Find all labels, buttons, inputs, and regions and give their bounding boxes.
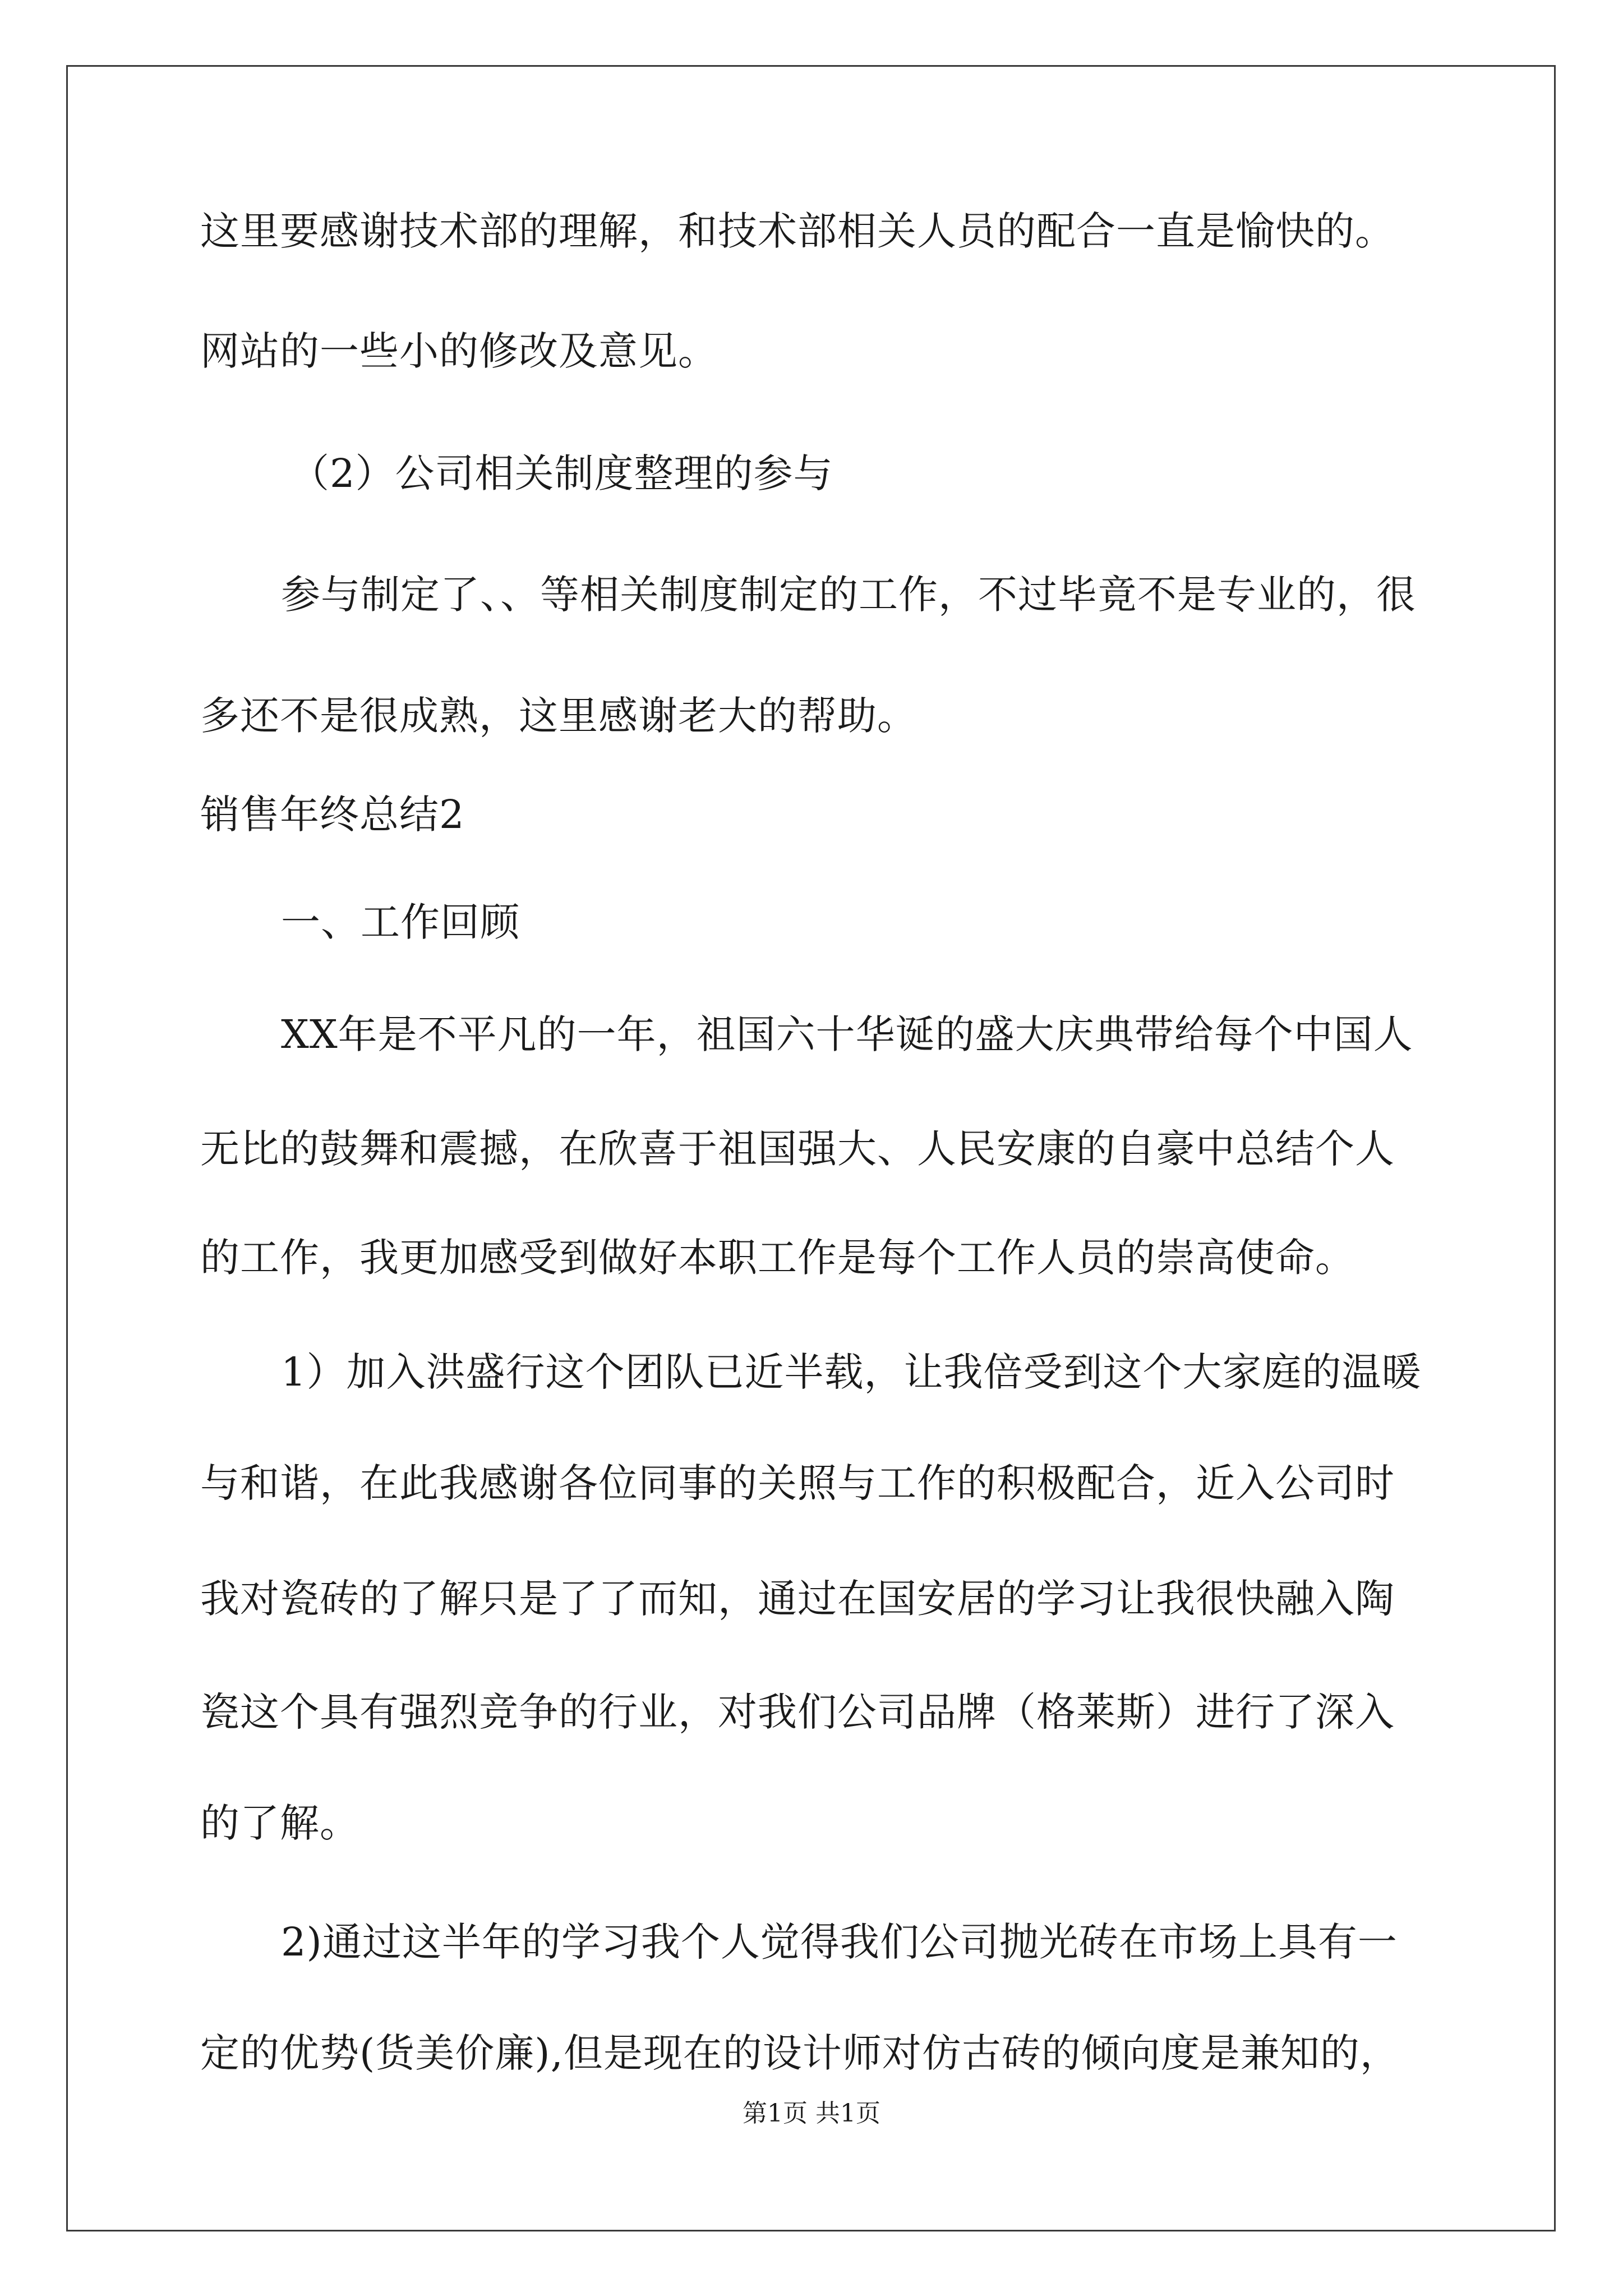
paragraph-line: 无比的鼓舞和震撼，在欣喜于祖国强大、人民安康的自豪中总结个人	[200, 1126, 1395, 1172]
paragraph-line: 的了解。	[200, 1800, 359, 1846]
document-title: 销售年终总结2	[200, 792, 465, 838]
paragraph-line: 多还不是很成熟，这里感谢老大的帮助。	[200, 693, 917, 739]
paragraph-line: 参与制定了、、等相关制度制定的工作，不过毕竟不是专业的，很	[281, 572, 1416, 618]
section-heading: 一、工作回顾	[281, 899, 520, 945]
section-heading: （2）公司相关制度整理的参与	[290, 450, 833, 496]
paragraph-line: 定的优势(货美价廉),但是现在的设计师对仿古砖的倾向度是兼知的，	[200, 2030, 1400, 2076]
paragraph-line: 我对瓷砖的了解只是了了而知，通过在国安居的学习让我很快融入陶	[200, 1576, 1395, 1622]
page-indicator: 第1页 共1页	[743, 2099, 880, 2128]
paragraph-line: 的工作，我更加感受到做好本职工作是每个工作人员的崇高使命。	[200, 1235, 1355, 1281]
paragraph-line: 与和谐，在此我感谢各位同事的关照与工作的积极配合，近入公司时	[200, 1460, 1395, 1506]
paragraph-line: 网站的一些小的修改及意见。	[200, 328, 718, 374]
paragraph-line: XX年是不平凡的一年，祖国六十华诞的盛大庆典带给每个中国人	[281, 1011, 1413, 1057]
page-footer	[0, 2097, 1623, 2131]
paragraph-line: 瓷这个具有强烈竞争的行业，对我们公司品牌（格莱斯）进行了深入	[200, 1689, 1395, 1735]
paragraph-line: 这里要感谢技术部的理解，和技术部相关人员的配合一直是愉快的。	[200, 208, 1395, 254]
paragraph-line: 2)通过这半年的学习我个人觉得我们公司抛光砖在市场上具有一	[281, 1919, 1398, 1965]
paragraph-line: 1）加入洪盛行这个团队已近半载，让我倍受到这个大家庭的温暖	[281, 1349, 1422, 1395]
